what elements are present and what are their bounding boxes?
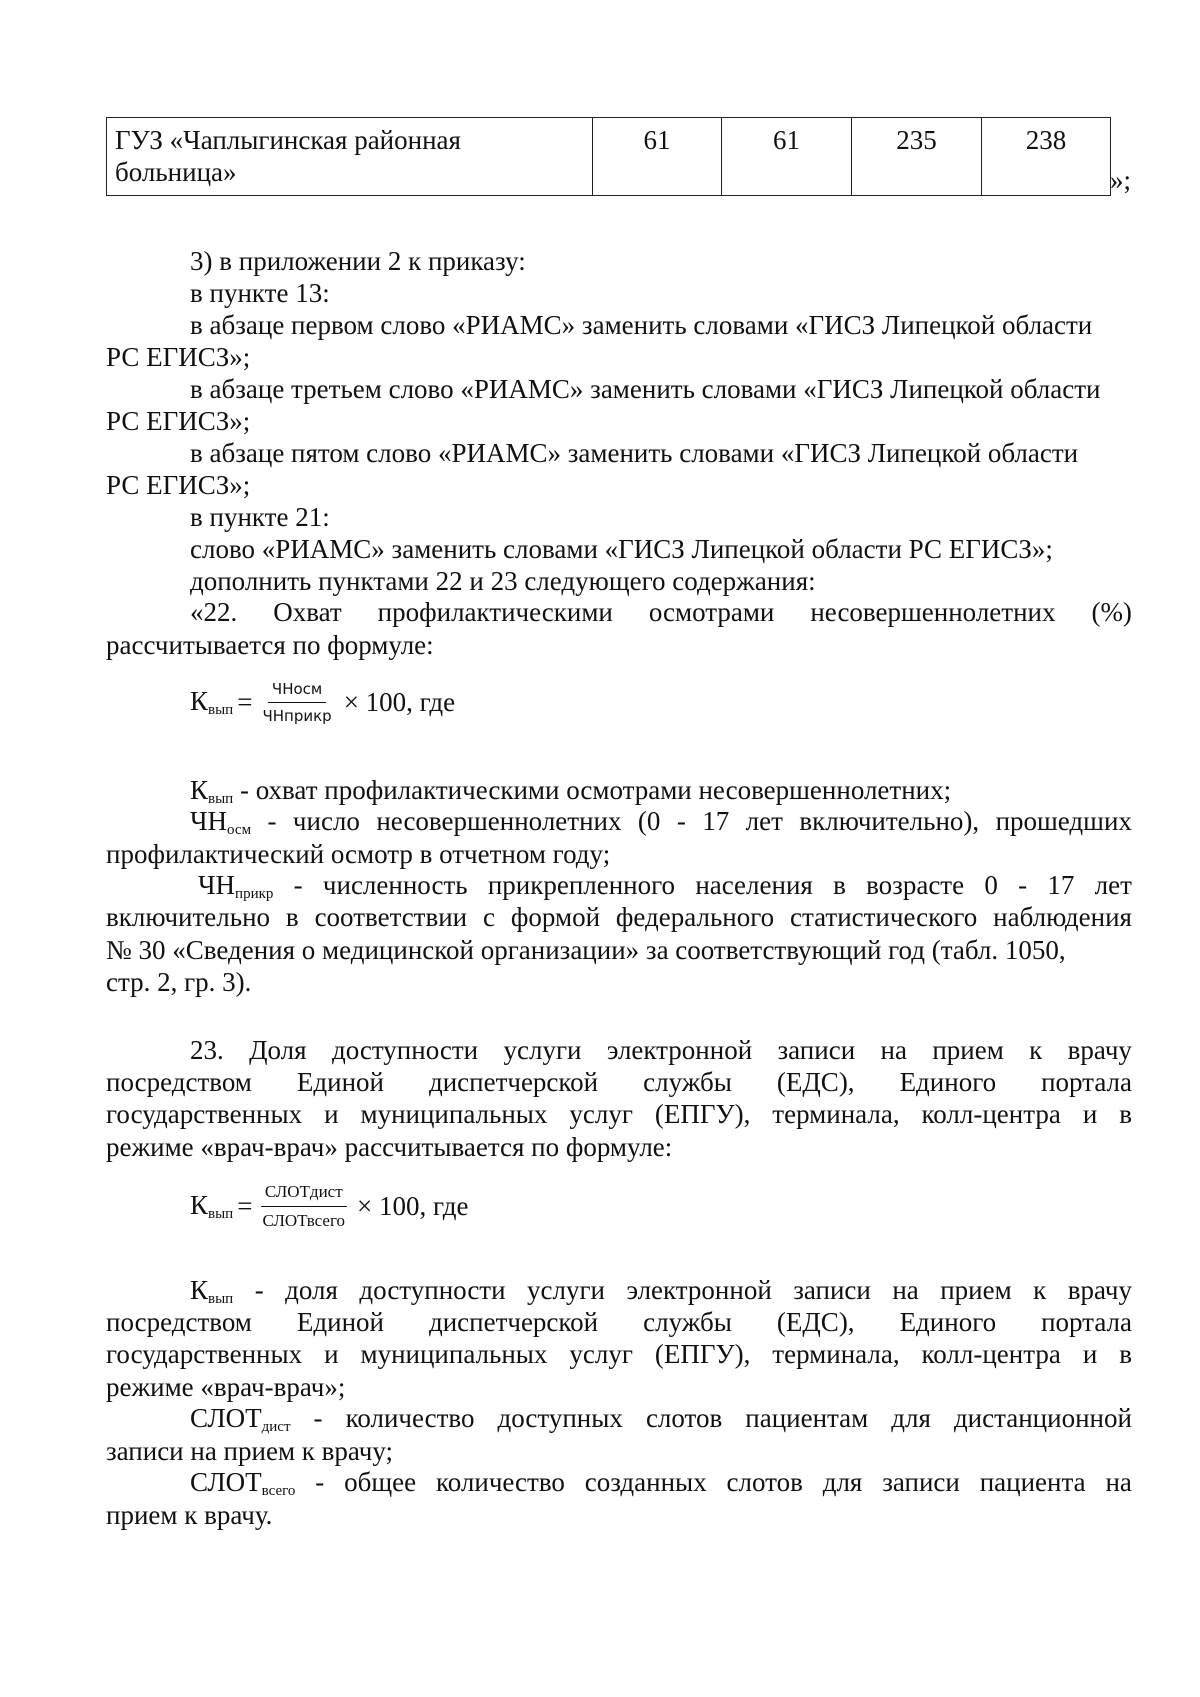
word: Единой xyxy=(296,1067,384,1097)
paragraph-22-line1 xyxy=(190,597,1132,628)
word: с xyxy=(483,902,495,932)
word: - xyxy=(315,1467,325,1497)
definition-slot-dist xyxy=(190,1403,1132,1436)
paragraph: № 30 «Сведения о медицинской организации» за соответствующий год (табл. 1050, xyxy=(106,935,1066,965)
formula-eq: = xyxy=(237,1191,253,1221)
word: услуг xyxy=(569,1099,633,1129)
word: 0 xyxy=(984,870,998,900)
paragraph: РС ЕГИСЗ»; xyxy=(106,406,251,436)
symbol: $СЛОТ_{дист}$ xyxy=(190,1403,291,1435)
word: наблюдения xyxy=(993,902,1132,932)
word: лет xyxy=(745,806,783,836)
word: Единой xyxy=(296,1307,384,1337)
table-cell-value: 238 xyxy=(982,118,1111,196)
word: колл-центра xyxy=(921,1099,1061,1129)
paragraph: слово «РИАМС» заменить словами «ГИСЗ Липецкой области РС ЕГИСЗ»; xyxy=(190,534,1053,564)
word: численность xyxy=(322,870,468,900)
word: количество xyxy=(436,1467,565,1497)
word: для xyxy=(822,1467,863,1497)
word: прием xyxy=(940,1275,1012,1305)
word: муниципальных xyxy=(360,1339,548,1369)
paragraph: в абзаце третьем слово «РИАМС» заменить словами «ГИСЗ Липецкой области xyxy=(190,374,1101,404)
word: «22. xyxy=(190,597,238,627)
word: 17 xyxy=(1047,870,1075,900)
definition-chn-prikr-line2 xyxy=(106,902,1132,933)
paragraph: прием к врачу. xyxy=(106,1500,273,1530)
word: пациента xyxy=(979,1467,1086,1497)
cell-name-line1: ГУЗ «Чаплыгинская районная xyxy=(115,125,461,155)
paragraph: записи на прием к врачу; xyxy=(106,1436,394,1466)
word: - xyxy=(313,1403,323,1433)
formula-tail: × 100, где xyxy=(357,1191,469,1221)
word: в xyxy=(833,870,846,900)
word: службы xyxy=(643,1067,732,1097)
word: услуг xyxy=(569,1339,633,1369)
word: записи xyxy=(793,1275,871,1305)
word: доступных xyxy=(497,1403,623,1433)
word: колл-центра xyxy=(921,1339,1061,1369)
formula-denominator: СЛОТвсего xyxy=(262,1211,345,1230)
word: включительно), xyxy=(799,806,980,836)
word: (0 xyxy=(637,806,661,836)
word: осмотрами xyxy=(648,597,775,627)
definition-chn-osm xyxy=(190,806,1132,839)
word: слотов xyxy=(645,1403,723,1433)
word: несовершеннолетних xyxy=(376,806,622,836)
paragraph: режиме «врач-врач»; xyxy=(106,1372,346,1402)
word: электронной xyxy=(606,1035,753,1065)
word: терминала, xyxy=(772,1339,900,1369)
paragraph: рассчитывается по формуле: xyxy=(106,630,434,660)
closing-quote: »; xyxy=(1110,165,1132,195)
word: врачу xyxy=(1067,1035,1132,1065)
symbol: $ЧН_{прикр}$ xyxy=(198,870,274,902)
paragraph: в пункте 13: xyxy=(190,278,330,308)
formula-numerator: ЧНосм xyxy=(268,680,326,703)
word: государственных xyxy=(106,1339,303,1369)
paragraph: профилактический осмотр в отчетном году; xyxy=(106,839,611,869)
word: федерального xyxy=(615,902,775,932)
paragraph: дополнить пунктами 22 и 23 следующего содержания: xyxy=(190,566,816,596)
formula-numerator: СЛОТдист xyxy=(261,1182,347,1207)
word: количество xyxy=(345,1403,475,1433)
word: на xyxy=(1105,1467,1132,1497)
paragraph: стр. 2, гр. 3). xyxy=(106,967,252,997)
word: для xyxy=(891,1403,931,1433)
table-cell-name xyxy=(107,118,593,196)
word: (ЕПГУ), xyxy=(654,1339,751,1369)
table-cell-value: 235 xyxy=(852,118,982,196)
word: (ЕПГУ), xyxy=(654,1099,751,1129)
paragraph-23-line1 xyxy=(190,1035,1132,1066)
word: и xyxy=(1082,1099,1098,1129)
word: (ЕДС), xyxy=(776,1067,855,1097)
word: к xyxy=(1033,1275,1047,1305)
formula-coverage xyxy=(190,680,455,725)
word: государственных xyxy=(106,1099,303,1129)
word: - xyxy=(676,806,686,836)
formula-fraction xyxy=(258,680,335,725)
word: число xyxy=(292,806,360,836)
paragraph: РС ЕГИСЗ»; xyxy=(106,342,251,372)
word: дистанционной xyxy=(953,1403,1132,1433)
word: возрасте xyxy=(866,870,965,900)
word: записи xyxy=(882,1467,960,1497)
word: службы xyxy=(643,1307,732,1337)
word: слотов xyxy=(726,1467,803,1497)
word: профилактическими xyxy=(377,597,613,627)
word: Охват xyxy=(273,597,342,627)
word: в xyxy=(1119,1339,1132,1369)
word: доступности xyxy=(359,1275,506,1305)
word: прикрепленного xyxy=(487,870,676,900)
word: населения xyxy=(695,870,813,900)
formula-lhs: $К_{вып}$ xyxy=(190,686,234,718)
definition-chn-prikr xyxy=(198,870,1132,903)
word: портала xyxy=(1041,1307,1132,1337)
formula-eq: = xyxy=(237,687,253,717)
word: услуги xyxy=(503,1035,582,1065)
word: Доля xyxy=(249,1035,307,1065)
word: услуги xyxy=(527,1275,605,1305)
word: созданных xyxy=(584,1467,707,1497)
formula-denominator: ЧНприкр xyxy=(262,707,332,725)
word: записи xyxy=(777,1035,856,1065)
definition-slot-all xyxy=(190,1467,1132,1500)
word: статистического xyxy=(790,902,978,932)
formula-tail: × 100, где xyxy=(343,687,456,717)
word: общее xyxy=(344,1467,417,1497)
formula-fraction xyxy=(258,1182,349,1231)
word: формой xyxy=(510,902,601,932)
paragraph: в абзаце первом слово «РИАМС» заменить словами «ГИСЗ Липецкой области xyxy=(190,310,1093,340)
word: - xyxy=(267,806,277,836)
hospital-table xyxy=(106,117,1111,196)
word: - xyxy=(1018,870,1028,900)
cell-name-line2: больница» xyxy=(115,157,237,187)
word: (ЕДС), xyxy=(776,1307,855,1337)
definition-k2-line2 xyxy=(106,1307,1132,1338)
word: Единого xyxy=(899,1067,997,1097)
word: диспетчерской xyxy=(428,1307,599,1337)
paragraph: режиме «врач-врач» рассчитывается по формуле: xyxy=(106,1132,673,1162)
word: портала xyxy=(1041,1067,1132,1097)
symbol: $К_{вып}$ xyxy=(190,1275,234,1307)
formula-availability xyxy=(190,1182,468,1231)
paragraph: 3) в приложении 2 к приказу: xyxy=(190,246,526,276)
formula-lhs: $К_{вып}$ xyxy=(190,1190,234,1222)
word: на xyxy=(892,1275,919,1305)
word: - xyxy=(254,1275,264,1305)
definition-k2-line3 xyxy=(106,1339,1132,1370)
word: и xyxy=(324,1099,339,1129)
word: 17 xyxy=(702,806,730,836)
word: муниципальных xyxy=(360,1099,548,1129)
paragraph: в абзаце пятом слово «РИАМС» заменить словами «ГИСЗ Липецкой области xyxy=(190,438,1079,468)
word: прошедших xyxy=(995,806,1132,836)
word: в xyxy=(285,902,299,932)
paragraph-23-line2 xyxy=(106,1067,1132,1098)
word: электронной xyxy=(626,1275,772,1305)
word: включительно xyxy=(106,902,271,932)
word: и xyxy=(1082,1339,1098,1369)
word: пациентам xyxy=(745,1403,869,1433)
symbol: $ЧН_{осм}$ xyxy=(190,806,252,838)
definition-k: $К_{вып}$ - охват профилактическими осмотрами несовершеннолетних; xyxy=(190,775,952,807)
word: и xyxy=(324,1339,339,1369)
word: посредством xyxy=(106,1307,252,1337)
word: к xyxy=(1029,1035,1043,1065)
word: терминала, xyxy=(772,1099,900,1129)
word: несовершеннолетних xyxy=(810,597,1056,627)
word: - xyxy=(293,870,303,900)
word: прием xyxy=(932,1035,1004,1065)
paragraph: РС ЕГИСЗ»; xyxy=(106,470,251,500)
word: в xyxy=(1119,1099,1132,1129)
word: Единого xyxy=(899,1307,997,1337)
word: на xyxy=(880,1035,907,1065)
word: (%) xyxy=(1091,597,1132,627)
word: 23. xyxy=(190,1035,224,1065)
table-cell-value: 61 xyxy=(722,118,852,196)
word: диспетчерской xyxy=(428,1067,599,1097)
word: лет xyxy=(1094,870,1132,900)
word: посредством xyxy=(106,1067,252,1097)
word: соответствии xyxy=(314,902,468,932)
definition-k2 xyxy=(190,1275,1132,1308)
symbol: $СЛОТ_{всего}$ xyxy=(190,1467,296,1499)
word: доступности xyxy=(331,1035,479,1065)
table-cell-value: 61 xyxy=(593,118,722,196)
word: доля xyxy=(285,1275,338,1305)
paragraph-23-line3 xyxy=(106,1099,1132,1130)
table-row xyxy=(107,118,1111,196)
word: врачу xyxy=(1067,1275,1132,1305)
paragraph: в пункте 21: xyxy=(190,502,330,532)
